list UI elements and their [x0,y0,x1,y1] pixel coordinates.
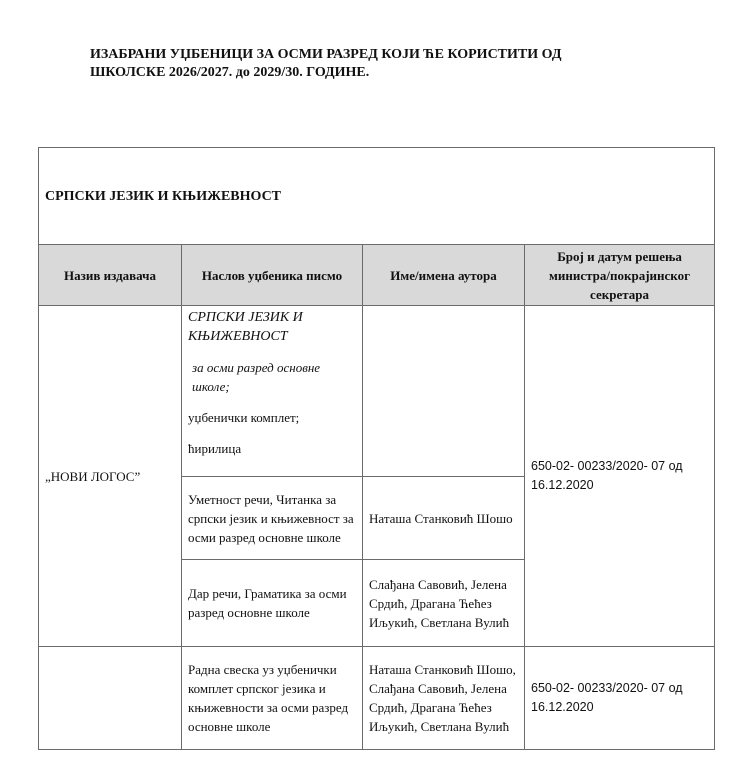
set-authors-cell [363,306,525,477]
header-publisher: Назив издавача [39,245,182,306]
set-name: СРПСКИ ЈЕЗИК И КЊИЖЕВНОСТ [188,310,303,344]
publisher-cell: „НОВИ ЛОГОС” [39,306,182,647]
book-title-cell: Дар речи, Граматика за осми разред основне школе [182,560,363,647]
title-line-2: ШКОЛСКЕ 2026/2027. до 2029/30. ГОДИНЕ. [90,65,370,80]
header-row [39,245,715,306]
header-title: Наслов уџбеника писмо [182,245,363,306]
set-grade: за осми разред основне школе; [192,360,321,394]
book-authors-cell: Слађана Савовић, Јелена Срдић, Драгана Ћећез Иљукић, Светлана Вулић [363,560,525,647]
table-row [39,647,715,750]
book-title-cell: Уметност речи, Читанка за српски језик и књижевност за осми разред основне школе [182,477,363,560]
title-line-1: ИЗАБРАНИ УЏБЕНИЦИ ЗА ОСМИ РАЗРЕД КОЈИ ЋЕ КОРИСТИТИ ОД [90,47,562,62]
publisher-empty-cell [39,647,182,750]
section-row [39,148,715,245]
table-row [39,306,715,477]
header-authors: Име/имена аутора [363,245,525,306]
header-decision: Број и датум решења министра/покрајинског секретара [525,245,715,306]
decision-cell: 650-02- 00233/2020- 07 од 16.12.2020 [525,306,715,647]
book-authors-cell: Наташа Станковић Шошо [363,477,525,560]
textbook-table [38,147,715,750]
set-description-cell [182,306,363,477]
document-title [90,46,690,82]
set-script: ћирилица [188,441,242,456]
workbook-authors-cell: Наташа Станковић Шошо, Слађана Савовић, Јелена Срдић, Драгана Ћећез Иљукић, Светлана Вулић [363,647,525,750]
workbook-title-cell: Радна свеска уз уџбенички комплет српског језика и књижевности за осми разред основне школе [182,647,363,750]
workbook-decision-cell: 650-02- 00233/2020- 07 од 16.12.2020 [525,647,715,750]
section-title: СРПСКИ ЈЕЗИК И КЊИЖЕВНОСТ [39,148,715,245]
set-kit: уџбенички комплет; [188,410,300,425]
